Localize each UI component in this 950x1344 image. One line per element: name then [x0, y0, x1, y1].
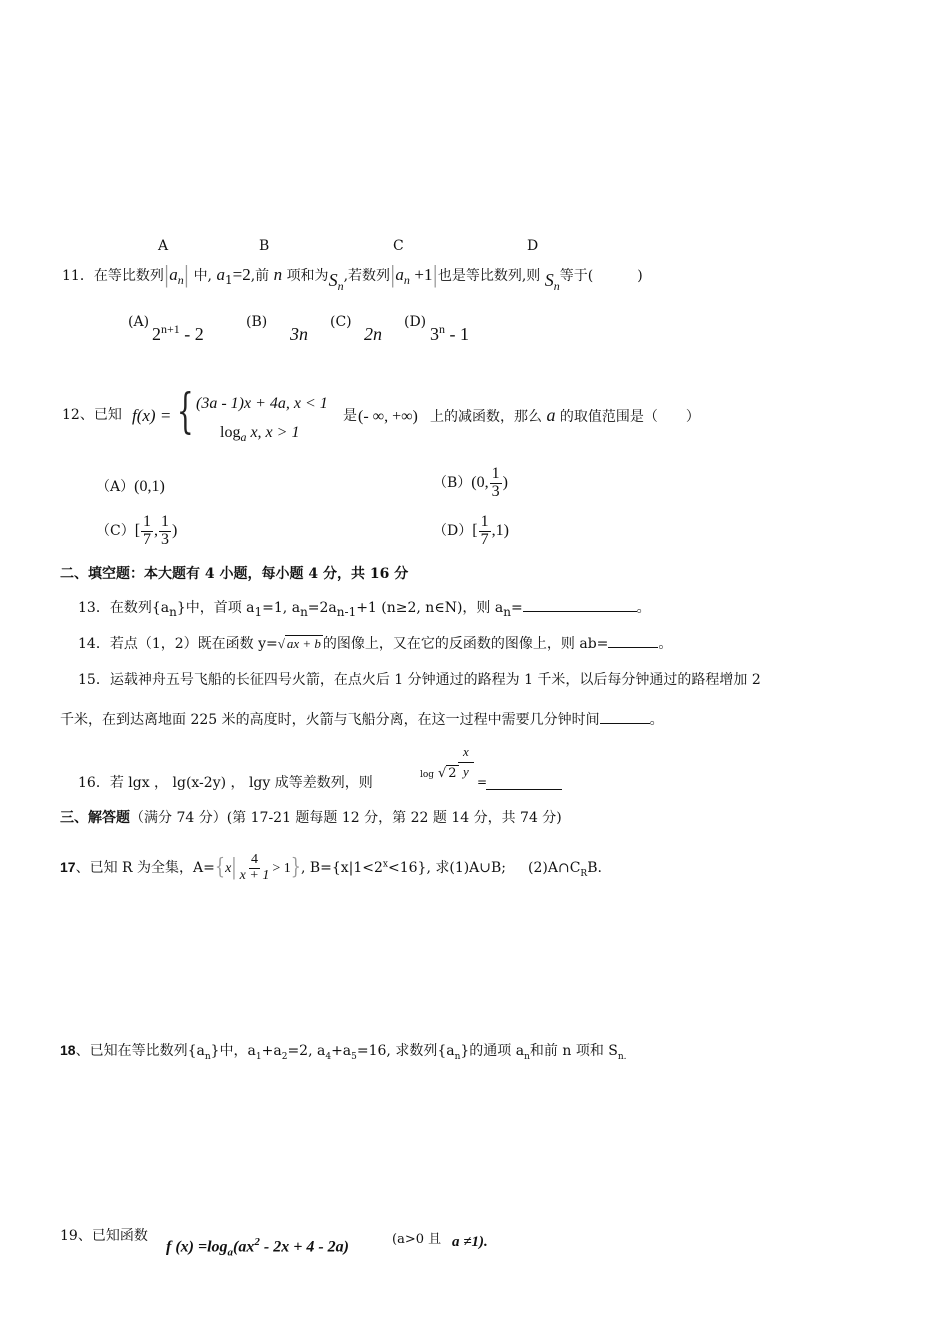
q18-t7: }的通项 a [460, 1043, 525, 1059]
q17-x: x [225, 861, 232, 877]
question-18 [60, 1040, 627, 1062]
q12-opt-d-label: （D） [433, 522, 473, 539]
question-11: 11．在等比数列$|a_n|$ 中, $a_1=2$,前 n 项和为$S_n$,若数列$|a_n +1|$也是等比数列,则 $S_n$等于( ) [62, 261, 643, 293]
q11-S2: S [544, 270, 554, 290]
q19-cond2 [452, 1234, 488, 1251]
section-3-bold: 三、解答题 [60, 810, 130, 826]
q12-opt-d-post: ,1) [491, 521, 509, 539]
q19-text: 19、已知函数 [60, 1228, 148, 1244]
q12-option-d [433, 514, 509, 549]
q11-opt-d-exp: n [439, 322, 445, 336]
q11-text-5: ,若数列 [343, 268, 391, 284]
q16-frac-bar [458, 762, 474, 763]
question-13 [78, 597, 651, 619]
q12-opt-b-num: 1 [491, 465, 500, 482]
q12-text-1: 是 [343, 408, 357, 424]
q12-t3: 的取值范围是（ [559, 409, 658, 425]
q17-t4: (2)A∩C [528, 860, 581, 877]
q12-option-b [433, 466, 508, 501]
q12-opt-b-label: （B） [433, 474, 472, 491]
q11-number: 11． [62, 268, 94, 284]
q12-opt-c-den1: 7 [143, 530, 152, 548]
q11-opt-a-tail: - 2 [184, 324, 204, 344]
q12-opt-d-num: 1 [480, 513, 489, 530]
q12-text-2 [430, 405, 700, 426]
q19-sub: a [227, 1246, 234, 1259]
q18-s7: n [524, 1051, 530, 1062]
q13-end: 。 [636, 600, 651, 616]
q12-fx: f(x) = [132, 406, 172, 425]
q18-t1: 、已知在等比数列{a [75, 1043, 205, 1059]
q16-x: x [463, 744, 469, 759]
q11-n: n [273, 265, 283, 284]
q19-cond2-text: a ≠1) [452, 1234, 484, 1250]
q14-sqrt: ax + b [286, 636, 321, 651]
q18-t3: +a [261, 1043, 282, 1059]
q11-option-c: 2n [364, 324, 382, 344]
q11-option-d-label: (D) [404, 314, 427, 330]
q11-opt-a-exp: n+1 [161, 322, 180, 336]
q18-t2: }中，a [210, 1043, 256, 1059]
q12-t2: 上的减函数，那么 [430, 409, 542, 425]
q18-s3: 2 [281, 1051, 288, 1062]
q17-frac-den: x + 1 [239, 867, 270, 883]
q11-text-4: 项和为 [286, 268, 329, 284]
q11-a1: a [216, 265, 225, 284]
q12-number: 12、已知 [62, 407, 122, 423]
q12-opt-c-pre: [ [134, 521, 141, 539]
q11-option-a-label: (A) [128, 314, 150, 330]
q11-opt-d-base: 3 [430, 324, 439, 344]
q11-S: S [328, 270, 338, 290]
q18-t8: 和前 n 项和 S [529, 1043, 618, 1059]
q14-t1: 14．若点（1，2）既在函数 y= [78, 636, 278, 652]
q16-y: y [463, 764, 469, 779]
q11-text-3: ,前 [250, 268, 270, 284]
section-3-title [60, 807, 562, 827]
q14-end: 。 [658, 636, 673, 652]
q11-text-7: 等于( [559, 268, 594, 284]
q13-answer-blank[interactable] [523, 611, 637, 612]
question-17: 17、已知 R 为全集，A={x| $\frac{4}{x + 1}$ > 1}, $B=\{x|1<2^x<16\}$, 求(1)A∪B; $(2)A\cap C_RB$. [60, 852, 602, 883]
q18-s6: n [454, 1051, 461, 1062]
answer-letter-c: C [393, 238, 404, 254]
q12-interval: (- ∞, +∞) [358, 408, 418, 425]
q11-option-a [152, 322, 204, 345]
q13-s2: 1 [254, 604, 263, 619]
q17-t5: B. [587, 860, 602, 877]
q13-s1: n [169, 604, 177, 619]
q17-sup: x [382, 859, 388, 870]
q17-sub: R [580, 868, 588, 879]
q11-option-c-label: (C) [330, 314, 352, 330]
q15-answer-blank[interactable] [600, 723, 650, 724]
section-2-title: 二、填空题：本大题有 4 小题，每小题 4 分，共 16 分 [60, 566, 409, 582]
q12-opt-b-den: 3 [491, 482, 500, 500]
q12-opt-c-num1: 1 [143, 513, 152, 530]
q11-text-6: 也是等比数列,则 [437, 268, 541, 284]
q18-s8: n. [617, 1051, 627, 1062]
q17-num: 17 [60, 859, 76, 876]
q12-close: ） [685, 409, 700, 425]
q12-option-c [96, 514, 177, 549]
q12-opt-c-label: （C） [96, 522, 135, 539]
q11-close: ) [637, 268, 643, 284]
q13-s3: n [300, 604, 308, 619]
q19-f3: - 2x + 4 - 2a) [263, 1238, 349, 1256]
q17-t2: , B={x|1<2 [300, 860, 383, 877]
q15-line-2 [60, 709, 664, 729]
q12-opt-c-comma: , [154, 521, 159, 539]
q19-end: . [483, 1234, 488, 1250]
q11-option-d [430, 322, 469, 345]
q17-t1: 、已知 R 为全集，A= [75, 860, 215, 877]
q15-line2-text: 千米，在到达离地面 225 米的高度时，火箭与飞船分离，在这一过程中需要几分钟时间 [60, 712, 600, 728]
q12-log-sub: a [240, 430, 247, 445]
q17-gt1: > 1 [272, 861, 291, 877]
q11-plus1: +1 [414, 265, 433, 284]
q11-option-b: 3n [290, 324, 308, 344]
q13-t3: =1, a [262, 600, 301, 616]
q11-opt-a-base: 2 [152, 324, 161, 344]
q16-sqrt2-val: 2 [448, 766, 457, 781]
q19-f2: (ax [233, 1238, 255, 1256]
q19-f1: f (x) =log [166, 1238, 228, 1256]
q15-end: 。 [649, 712, 664, 728]
q16-text: 16．若 lgx ， lg(x-2y) ， lgy 成等差数列，则 [78, 775, 373, 791]
q18-num: 18 [60, 1042, 76, 1058]
q11-seq-a2: a [395, 265, 404, 284]
q13-t2: }中，首项 a [176, 600, 255, 616]
q15-line-1: 15．运载神舟五号飞船的长征四号火箭，在点火后 1 分钟通过的路程为 1 千米，以后每分钟通过的路程增加 2 [78, 672, 761, 688]
q18-t6: =16, 求数列{a [356, 1043, 455, 1059]
q12-case-2 [220, 424, 299, 445]
q12-opt-b-pre: (0, [471, 473, 489, 491]
q18-s2: 1 [255, 1051, 262, 1062]
q19-sup: 2 [254, 1236, 260, 1248]
q14-answer-blank[interactable] [608, 647, 658, 648]
q19-cond1: (a>0 且 [392, 1232, 442, 1247]
q11-seq-a: a [169, 265, 178, 284]
q12-case-1: (3a - 1)x + 4a, x < 1 [196, 395, 328, 412]
q12-opt-d-den: 7 [480, 530, 489, 548]
q13-s5: n [503, 604, 511, 619]
q18-s5: 5 [351, 1051, 357, 1062]
q12-case2-tail: x, x > 1 [250, 424, 300, 441]
q19-function [166, 1236, 349, 1259]
q16-log: log [420, 770, 435, 780]
q12-opt-b-post: ) [502, 473, 508, 491]
q13-t1: 13．在数列{a [78, 600, 170, 616]
q12-opt-a: (0,1) [134, 478, 165, 495]
q12-brace: { [176, 383, 194, 439]
answer-letter-d: D [527, 238, 539, 254]
q12-opt-c-post: ) [172, 521, 178, 539]
q12-option-a [96, 476, 165, 496]
q12-opt-c-num2: 1 [161, 513, 170, 530]
q11-text-1: 在等比数列 [93, 268, 164, 284]
q13-s4: n-1 [336, 604, 357, 619]
q11-S-sub: n [337, 278, 344, 293]
question-14: 14．若点（1，2）既在函数 y=√ ax + b 的图像上，又在它的反函数的图像上，则 ab= 。 [78, 636, 673, 652]
q12-opt-c-den2: 3 [161, 530, 170, 548]
q16-eq: = [477, 775, 488, 789]
answer-letter-b: B [259, 238, 270, 254]
q13-t5: +1 (n≥2, n∈N)，则 a [356, 600, 504, 616]
q11-opt-d-tail: - 1 [449, 324, 469, 344]
q12-opt-a-label: （A） [96, 479, 135, 495]
q17-t3: <16}, 求(1)A∪B; [388, 860, 507, 877]
q17-frac-num: 4 [251, 852, 258, 867]
section-3-rest: （满分 74 分）(第 17-21 题每题 12 分，第 22 题 14 分，共 74 分) [130, 810, 562, 826]
q11-text-2: 中, [193, 268, 213, 284]
q11-sub-n2: n [403, 272, 410, 287]
q18-s4: 4 [325, 1051, 332, 1062]
q18-s1: n [204, 1051, 211, 1062]
answer-letter-a: A [158, 238, 169, 254]
q11-sub-n: n [177, 272, 184, 287]
q13-t4: =2a [307, 600, 337, 616]
q11-S2-sub: n [553, 278, 560, 293]
q16-answer-blank[interactable] [486, 789, 562, 790]
q13-t6: = [510, 600, 523, 616]
q12-log: log [220, 424, 241, 441]
q11-eq2: =2 [232, 265, 251, 284]
q12-opt-d-pre: [ [472, 521, 478, 539]
q18-t4: =2, a [287, 1043, 326, 1059]
q17-bar: | [231, 853, 237, 880]
q19-condition [392, 1228, 441, 1247]
q11-option-b-label: (B) [246, 314, 268, 330]
q16-sqrt2: √ 2 [438, 766, 457, 781]
q12-a: a [546, 405, 556, 425]
q14-t2: 的图像上，又在它的反函数的图像上，则 ab= [322, 636, 609, 652]
q11-sub-1: 1 [224, 272, 233, 287]
q18-t5: +a [331, 1043, 352, 1059]
